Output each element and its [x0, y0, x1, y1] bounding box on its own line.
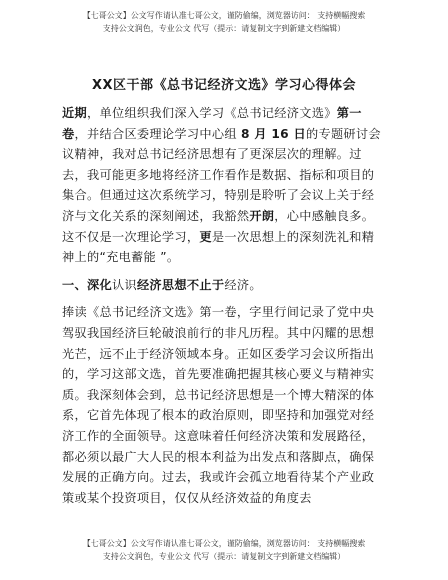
heading-part-2: 认识 — [111, 277, 137, 292]
footer-line-1: 【七哥公文】公文写作请认准七哥公文，谨防偷编，浏览器访问： 支持横幅搜索 — [82, 539, 366, 548]
intro-lead: 近期 — [62, 106, 87, 120]
document-body — [62, 103, 386, 508]
intro-text-1: ，单位组织我们深入学习《总书记经济文选》 — [86, 106, 337, 120]
intro-date: 8 月 16 日 — [241, 126, 306, 141]
intro-bold-2: 开朗 — [249, 208, 275, 223]
intro-paragraph — [62, 103, 386, 268]
document-title: XX区干部《总书记经济文选》学习心得体会 — [91, 78, 357, 93]
heading-part-3: 经济思想不止于 — [136, 277, 225, 292]
intro-text-2: ，并结合区委理论学习中心组 — [74, 126, 242, 141]
body-paragraph-2: 捧读《总书记经济文选》第一卷，字里行间记录了党中央驾驭我国经济巨轮破浪前行的非凡历程。其中闪耀的思想光芒，远不止于经济领域本身。正如区委学习会议所指出的，学习这部文选，首先要准确把握其核心要义与精神实质。我深刻体会到，总书记经济思想是一个博大精深的体系，它首先体现了根本的政治原则，即坚持和加强党对经济工作的全面领导。这意味着任何经济决策和发展路径，都必须以最广大人民的根本利益为出发点和落脚点，确保发展的正确方向。过去，我或许会孤立地看待某个产业政策或某个投资项目，仅仅从经济效益的角度去 — [62, 305, 375, 505]
page-header — [0, 9, 448, 35]
intro-bold-3: 更 — [199, 229, 212, 244]
section-heading-1 — [62, 275, 386, 296]
page-footer — [0, 537, 448, 563]
header-line-1: 【七哥公文】公文写作请认准七哥公文，谨防偷编，浏览器访问： 支持横幅搜索 — [82, 11, 366, 20]
intro-text-3: 的专题研讨会议精神，我对总书记经济思想有了更深层次的理解。过去，我可能更多地将经济工作看作是数据、指标和项目的集合。但通过这次系统学习，特别是聆听了会议上关于经济与文化关系的深刻阐述，我豁然 — [62, 126, 381, 223]
heading-part-4: 经济。 — [224, 277, 262, 292]
footer-line-2: 支持公文润色，专业公文 代写（提示：请复制文字到新建文档编辑） — [102, 552, 346, 561]
intro-bold-1: 第一卷 — [62, 106, 362, 141]
intro-text-5: 是一次思想上的深刻洗礼和精神上的“充电蓄能 ”。 — [62, 229, 375, 265]
heading-part-1: 一、深化 — [62, 277, 112, 292]
header-line-2: 支持公文润色，专业公文 代写（提示：请复制文字到新建文档编辑） — [102, 24, 346, 33]
intro-text-4: ，心中感触良多。这不仅是一次理论学习， — [62, 208, 375, 244]
